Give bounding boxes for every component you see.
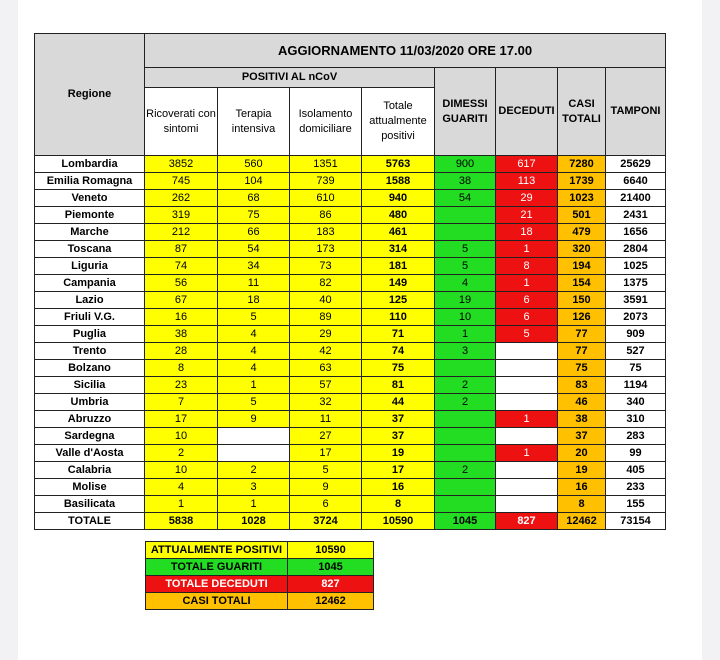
cell-casi: 75 [558,360,606,377]
cell-dim [435,496,496,513]
cell-tamp: 310 [606,411,666,428]
header-regione: Regione [35,34,145,156]
table-row [35,241,666,258]
cell-regione: Puglia [35,326,145,343]
cell-iso: 42 [290,343,362,360]
cell-tot: 181 [362,258,435,275]
document-sheet [18,0,702,660]
table-row [35,462,666,479]
cell-dim: 5 [435,258,496,275]
cell-tot: 81 [362,377,435,394]
cell-dec: 617 [496,156,558,173]
cell-dim [435,224,496,241]
cell-dim [435,411,496,428]
cell-casi: 154 [558,275,606,292]
cell-casi: 1739 [558,173,606,190]
cell-dec: 21 [496,207,558,224]
cell-casi: 479 [558,224,606,241]
cell-regione: Liguria [35,258,145,275]
cell-regione: Valle d'Aosta [35,445,145,462]
header-title: AGGIORNAMENTO 11/03/2020 ORE 17.00 [145,34,666,68]
cell-ric: 262 [145,190,218,207]
total-tot: 10590 [362,513,435,530]
cell-tot: 480 [362,207,435,224]
cell-iso: 63 [290,360,362,377]
header-totale-positivi: Totale attualmente positivi [362,88,435,156]
header-deceduti: DECEDUTI [496,68,558,156]
cell-tot: 37 [362,428,435,445]
cell-ric: 23 [145,377,218,394]
total-row [35,513,666,530]
cell-tamp: 2431 [606,207,666,224]
cell-iso: 29 [290,326,362,343]
cell-dec: 1 [496,411,558,428]
cell-tamp: 283 [606,428,666,445]
cell-ter: 18 [218,292,290,309]
cell-tamp: 2073 [606,309,666,326]
cell-regione: Lazio [35,292,145,309]
cell-tot: 37 [362,411,435,428]
cell-regione: Sicilia [35,377,145,394]
cell-casi: 20 [558,445,606,462]
table-row [35,479,666,496]
cell-tamp: 21400 [606,190,666,207]
cell-tamp: 1194 [606,377,666,394]
cell-ric: 10 [145,462,218,479]
cell-dim: 10 [435,309,496,326]
cell-dim: 2 [435,394,496,411]
cell-regione: Bolzano [35,360,145,377]
cell-ric: 17 [145,411,218,428]
cell-ter: 4 [218,360,290,377]
cell-dim: 54 [435,190,496,207]
cell-dec [496,496,558,513]
table-row [35,275,666,292]
header-dimessi: DIMESSI GUARITI [435,68,496,156]
cell-dec [496,428,558,445]
cell-ric: 745 [145,173,218,190]
cell-casi: 8 [558,496,606,513]
cell-ric: 2 [145,445,218,462]
cell-iso: 6 [290,496,362,513]
cell-tamp: 99 [606,445,666,462]
cell-ter: 2 [218,462,290,479]
cell-casi: 37 [558,428,606,445]
summary-value: 10590 [288,542,374,559]
cell-casi: 77 [558,326,606,343]
table-row [35,207,666,224]
cell-dim [435,207,496,224]
cell-regione: Basilicata [35,496,145,513]
cell-ric: 10 [145,428,218,445]
cell-ric: 1 [145,496,218,513]
cell-ter: 54 [218,241,290,258]
cell-tamp: 6640 [606,173,666,190]
cell-dec: 1 [496,241,558,258]
total-dec: 827 [496,513,558,530]
table-row [35,309,666,326]
cell-tot: 125 [362,292,435,309]
summary-label: CASI TOTALI [146,593,288,610]
cell-dim [435,360,496,377]
summary-row [146,559,374,576]
cell-casi: 7280 [558,156,606,173]
cell-dim: 38 [435,173,496,190]
cell-casi: 83 [558,377,606,394]
summary-row [146,542,374,559]
table-row [35,343,666,360]
cell-tot: 314 [362,241,435,258]
cell-tamp: 909 [606,326,666,343]
summary-label: TOTALE GUARITI [146,559,288,576]
cell-ric: 319 [145,207,218,224]
cell-tamp: 1656 [606,224,666,241]
cell-dim: 3 [435,343,496,360]
cell-regione: Veneto [35,190,145,207]
cell-dec: 29 [496,190,558,207]
cell-casi: 38 [558,411,606,428]
summary-value: 12462 [288,593,374,610]
summary-table [145,541,374,610]
cell-regione: Calabria [35,462,145,479]
cell-iso: 5 [290,462,362,479]
covid-table [34,33,666,530]
cell-dim: 1 [435,326,496,343]
cell-ter: 4 [218,343,290,360]
cell-tot: 110 [362,309,435,326]
cell-iso: 9 [290,479,362,496]
cell-iso: 17 [290,445,362,462]
cell-tamp: 2804 [606,241,666,258]
cell-tamp: 405 [606,462,666,479]
cell-dec: 113 [496,173,558,190]
total-ric: 5838 [145,513,218,530]
cell-tot: 461 [362,224,435,241]
cell-dec: 5 [496,326,558,343]
cell-ric: 7 [145,394,218,411]
cell-ter [218,428,290,445]
table-row [35,224,666,241]
cell-ter: 1 [218,496,290,513]
cell-ric: 38 [145,326,218,343]
table-row [35,190,666,207]
summary-label: TOTALE DECEDUTI [146,576,288,593]
summary-row [146,576,374,593]
cell-ter [218,445,290,462]
cell-casi: 501 [558,207,606,224]
table-row [35,411,666,428]
cell-casi: 77 [558,343,606,360]
cell-dec [496,360,558,377]
header-isolamento: Isolamento domiciliare [290,88,362,156]
cell-tot: 16 [362,479,435,496]
header-casi: CASI TOTALI [558,68,606,156]
cell-dim: 5 [435,241,496,258]
cell-iso: 610 [290,190,362,207]
cell-ric: 87 [145,241,218,258]
cell-casi: 46 [558,394,606,411]
cell-dec [496,479,558,496]
cell-regione: Campania [35,275,145,292]
cell-ter: 75 [218,207,290,224]
cell-dec [496,462,558,479]
cell-dim [435,445,496,462]
table-row [35,156,666,173]
cell-dim: 2 [435,462,496,479]
cell-casi: 150 [558,292,606,309]
cell-regione: Emilia Romagna [35,173,145,190]
cell-dec: 1 [496,275,558,292]
cell-regione: Sardegna [35,428,145,445]
cell-dec [496,394,558,411]
cell-ter: 68 [218,190,290,207]
cell-iso: 57 [290,377,362,394]
cell-casi: 126 [558,309,606,326]
cell-ric: 67 [145,292,218,309]
total-casi: 12462 [558,513,606,530]
cell-tamp: 155 [606,496,666,513]
header-ricoverati: Ricoverati con sintomi [145,88,218,156]
summary-value: 827 [288,576,374,593]
table-row [35,377,666,394]
cell-iso: 173 [290,241,362,258]
cell-iso: 1351 [290,156,362,173]
total-iso: 3724 [290,513,362,530]
cell-ter: 9 [218,411,290,428]
cell-tamp: 3591 [606,292,666,309]
cell-tot: 940 [362,190,435,207]
cell-iso: 27 [290,428,362,445]
cell-iso: 32 [290,394,362,411]
cell-casi: 19 [558,462,606,479]
table-row [35,258,666,275]
cell-tot: 19 [362,445,435,462]
total-tamp: 73154 [606,513,666,530]
cell-casi: 194 [558,258,606,275]
cell-dim: 19 [435,292,496,309]
cell-iso: 183 [290,224,362,241]
cell-ter: 5 [218,394,290,411]
cell-tamp: 1025 [606,258,666,275]
cell-iso: 11 [290,411,362,428]
cell-tamp: 75 [606,360,666,377]
cell-ric: 8 [145,360,218,377]
cell-ter: 66 [218,224,290,241]
cell-tamp: 527 [606,343,666,360]
cell-tamp: 340 [606,394,666,411]
cell-ter: 4 [218,326,290,343]
cell-dec [496,377,558,394]
cell-tot: 149 [362,275,435,292]
cell-ric: 74 [145,258,218,275]
cell-regione: Abruzzo [35,411,145,428]
cell-ter: 1 [218,377,290,394]
cell-regione: Molise [35,479,145,496]
cell-dim: 2 [435,377,496,394]
total-regione: TOTALE [35,513,145,530]
cell-tamp: 25629 [606,156,666,173]
cell-ric: 28 [145,343,218,360]
cell-ric: 56 [145,275,218,292]
cell-ric: 3852 [145,156,218,173]
cell-ter: 104 [218,173,290,190]
cell-dim: 900 [435,156,496,173]
cell-dim: 4 [435,275,496,292]
cell-regione: Piemonte [35,207,145,224]
header-terapia: Terapia intensiva [218,88,290,156]
table-row [35,173,666,190]
header-tamponi: TAMPONI [606,68,666,156]
cell-dec: 1 [496,445,558,462]
table-row [35,360,666,377]
table-row [35,496,666,513]
cell-ric: 4 [145,479,218,496]
cell-casi: 1023 [558,190,606,207]
cell-tot: 17 [362,462,435,479]
cell-casi: 16 [558,479,606,496]
cell-ter: 5 [218,309,290,326]
summary-value: 1045 [288,559,374,576]
table-row [35,326,666,343]
cell-regione: Lombardia [35,156,145,173]
cell-tot: 75 [362,360,435,377]
cell-tot: 44 [362,394,435,411]
cell-dec: 8 [496,258,558,275]
table-row [35,292,666,309]
cell-ter: 11 [218,275,290,292]
table-row [35,428,666,445]
cell-dim [435,479,496,496]
cell-iso: 86 [290,207,362,224]
table-row [35,445,666,462]
cell-tamp: 233 [606,479,666,496]
cell-ter: 3 [218,479,290,496]
total-ter: 1028 [218,513,290,530]
cell-iso: 739 [290,173,362,190]
cell-tot: 74 [362,343,435,360]
cell-regione: Umbria [35,394,145,411]
cell-tot: 1588 [362,173,435,190]
summary-row [146,593,374,610]
cell-casi: 320 [558,241,606,258]
cell-iso: 82 [290,275,362,292]
cell-iso: 89 [290,309,362,326]
cell-iso: 73 [290,258,362,275]
cell-ric: 16 [145,309,218,326]
header-positivi: POSITIVI AL nCoV [145,68,435,88]
cell-ter: 560 [218,156,290,173]
cell-ter: 34 [218,258,290,275]
cell-dec [496,343,558,360]
cell-regione: Trento [35,343,145,360]
cell-dim [435,428,496,445]
summary-label: ATTUALMENTE POSITIVI [146,542,288,559]
cell-dec: 6 [496,309,558,326]
cell-regione: Friuli V.G. [35,309,145,326]
table-row [35,394,666,411]
cell-regione: Toscana [35,241,145,258]
cell-dec: 18 [496,224,558,241]
cell-tot: 71 [362,326,435,343]
total-dim: 1045 [435,513,496,530]
cell-dec: 6 [496,292,558,309]
cell-tot: 8 [362,496,435,513]
cell-regione: Marche [35,224,145,241]
cell-ric: 212 [145,224,218,241]
cell-iso: 40 [290,292,362,309]
cell-tot: 5763 [362,156,435,173]
cell-tamp: 1375 [606,275,666,292]
